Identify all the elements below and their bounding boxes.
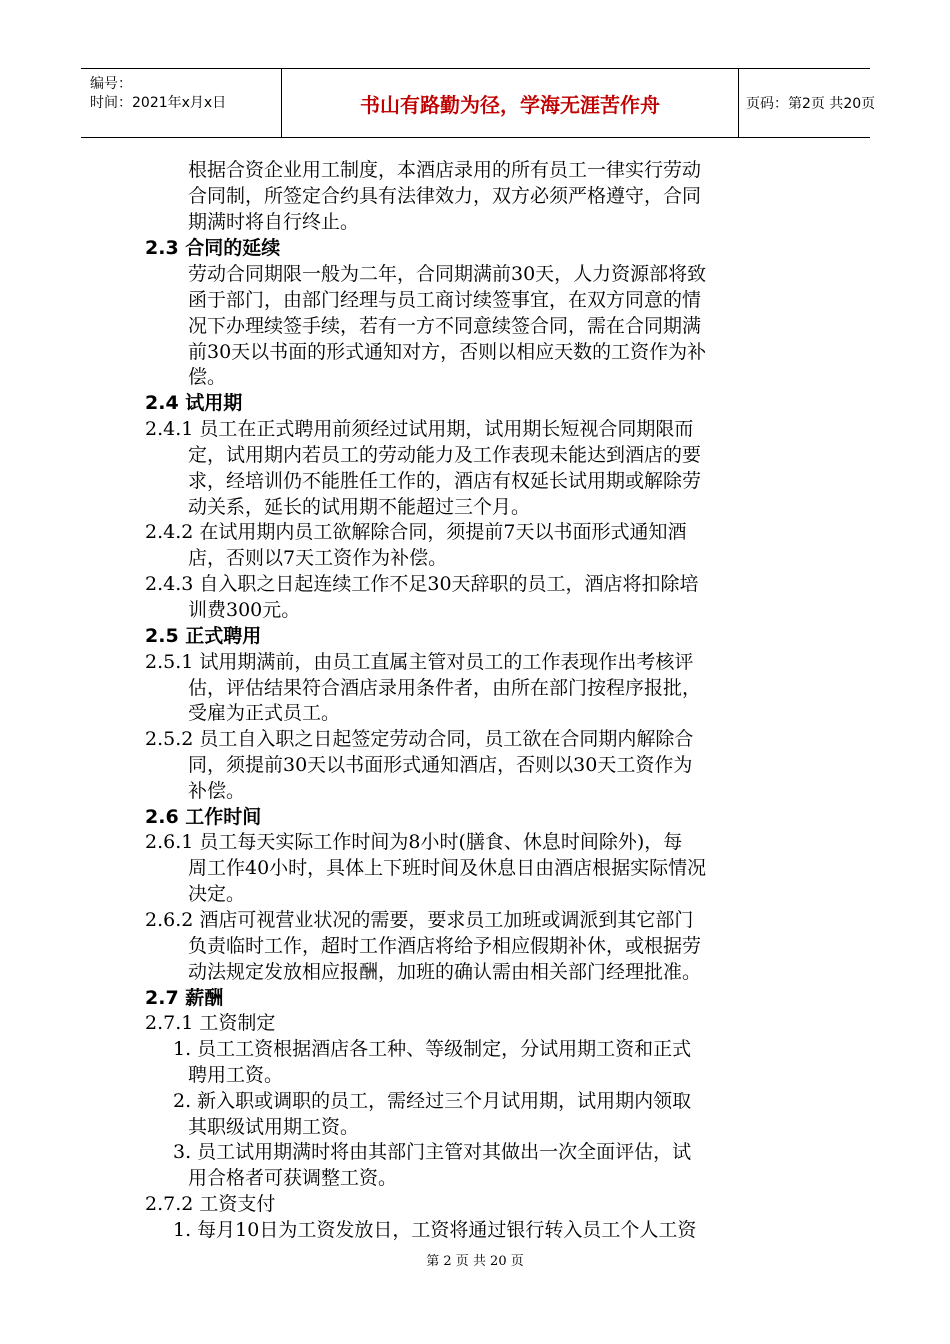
text-line: 补偿。 [188,780,246,802]
text-line: 求，经培训仍不能胜任工作的，酒店有权延长试用期或解除劳 [188,470,702,492]
section-heading: 2.7 薪酬 [145,987,224,1009]
text-line: 用合格者可获调整工资。 [188,1167,398,1189]
text-line: 2.6.1 员工每天实际工作时间为8小时(膳食、休息时间除外)，每 [145,831,683,853]
text-line: 店，否则以7天工资作为补偿。 [188,547,448,569]
text-line: 聘用工资。 [188,1064,284,1086]
text-line: 2.6.2 酒店可视营业状况的需要，要求员工加班或调派到其它部门 [145,909,694,931]
text-line: 2.4.1 员工在正式聘用前须经过试用期，试用期长短视合同期限而 [145,418,694,440]
list-item: 3. 员工试用期满时将由其部门主管对其做出一次全面评估，试 [173,1141,692,1163]
text-line: 其职级试用期工资。 [188,1116,360,1138]
text-line: 2.7.1 工资制定 [145,1012,276,1034]
text-line: 期满时将自行终止。 [188,211,360,233]
text-line: 合同制，所签定合约具有法律效力，双方必须严格遵守，合同 [188,185,702,207]
number-label: 编号： [90,76,132,92]
header-motto: 书山有路勤为径，学海无涯苦作舟 [360,92,660,117]
section-heading: 2.3 合同的延续 [145,237,281,259]
text-line: 同，须提前30天以书面形式通知酒店，否则以30天工资作为 [188,754,693,776]
header-meta [81,69,281,137]
list-item: 2. 新入职或调职的员工，需经过三个月试用期，试用期内领取 [173,1090,692,1112]
text-line: 根据合资企业用工制度，本酒店录用的所有员工一律实行劳动 [188,159,702,181]
text-line: 周工作40小时，具体上下班时间及休息日由酒店根据实际情况 [188,857,707,879]
header-page-info: 页码：第2页 共20页 [746,96,876,112]
text-line: 函于部门，由部门经理与员工商讨续签事宜，在双方同意的情 [188,289,702,311]
text-line: 况下办理续签手续，若有一方不同意续签合同，需在合同期满 [188,315,702,337]
text-line: 动关系，延长的试用期不能超过三个月。 [188,496,531,518]
text-line: 偿。 [188,366,227,388]
date-label: 时间：2021年x月x日 [90,95,227,111]
list-item: 1. 每月10日为工资发放日，工资将通过银行转入员工个人工资 [173,1219,697,1241]
section-heading: 2.6 工作时间 [145,806,262,828]
text-line: 前30天以书面的形式通知对方，否则以相应天数的工资作为补 [188,341,707,363]
text-line: 2.4.3 自入职之日起连续工作不足30天辞职的员工，酒店将扣除培 [145,573,699,595]
text-line: 动法规定发放相应报酬，加班的确认需由相关部门经理批准。 [188,961,702,983]
text-line: 负责临时工作，超时工作酒店将给予相应假期补休，或根据劳 [188,935,702,957]
text-line: 决定。 [188,883,246,905]
text-line: 2.7.2 工资支付 [145,1193,276,1215]
page-footer: 第 2 页 共 20 页 [426,1254,524,1269]
section-heading: 2.4 试用期 [145,392,243,414]
document-header [81,68,876,138]
text-line: 受雇为正式员工。 [188,702,341,724]
text-line: 训费300元。 [188,599,301,621]
text-line: 2.5.2 员工自入职之日起签定劳动合同，员工欲在合同期内解除合 [145,728,694,750]
text-line: 2.4.2 在试用期内员工欲解除合同，须提前7天以书面形式通知酒 [145,521,687,543]
header-divider [738,69,739,137]
text-line: 劳动合同期限一般为二年，合同期满前30天，人力资源部将致 [188,263,707,285]
text-line: 2.5.1 试用期满前，由员工直属主管对员工的工作表现作出考核评 [145,651,694,673]
list-item: 1. 员工工资根据酒店各工种、等级制定，分试用期工资和正式 [173,1038,692,1060]
section-heading: 2.5 正式聘用 [145,625,262,647]
text-line: 定，试用期内若员工的劳动能力及工作表现未能达到酒店的要 [188,444,702,466]
text-line: 估，评估结果符合酒店录用条件者，由所在部门按程序报批， [188,677,702,699]
